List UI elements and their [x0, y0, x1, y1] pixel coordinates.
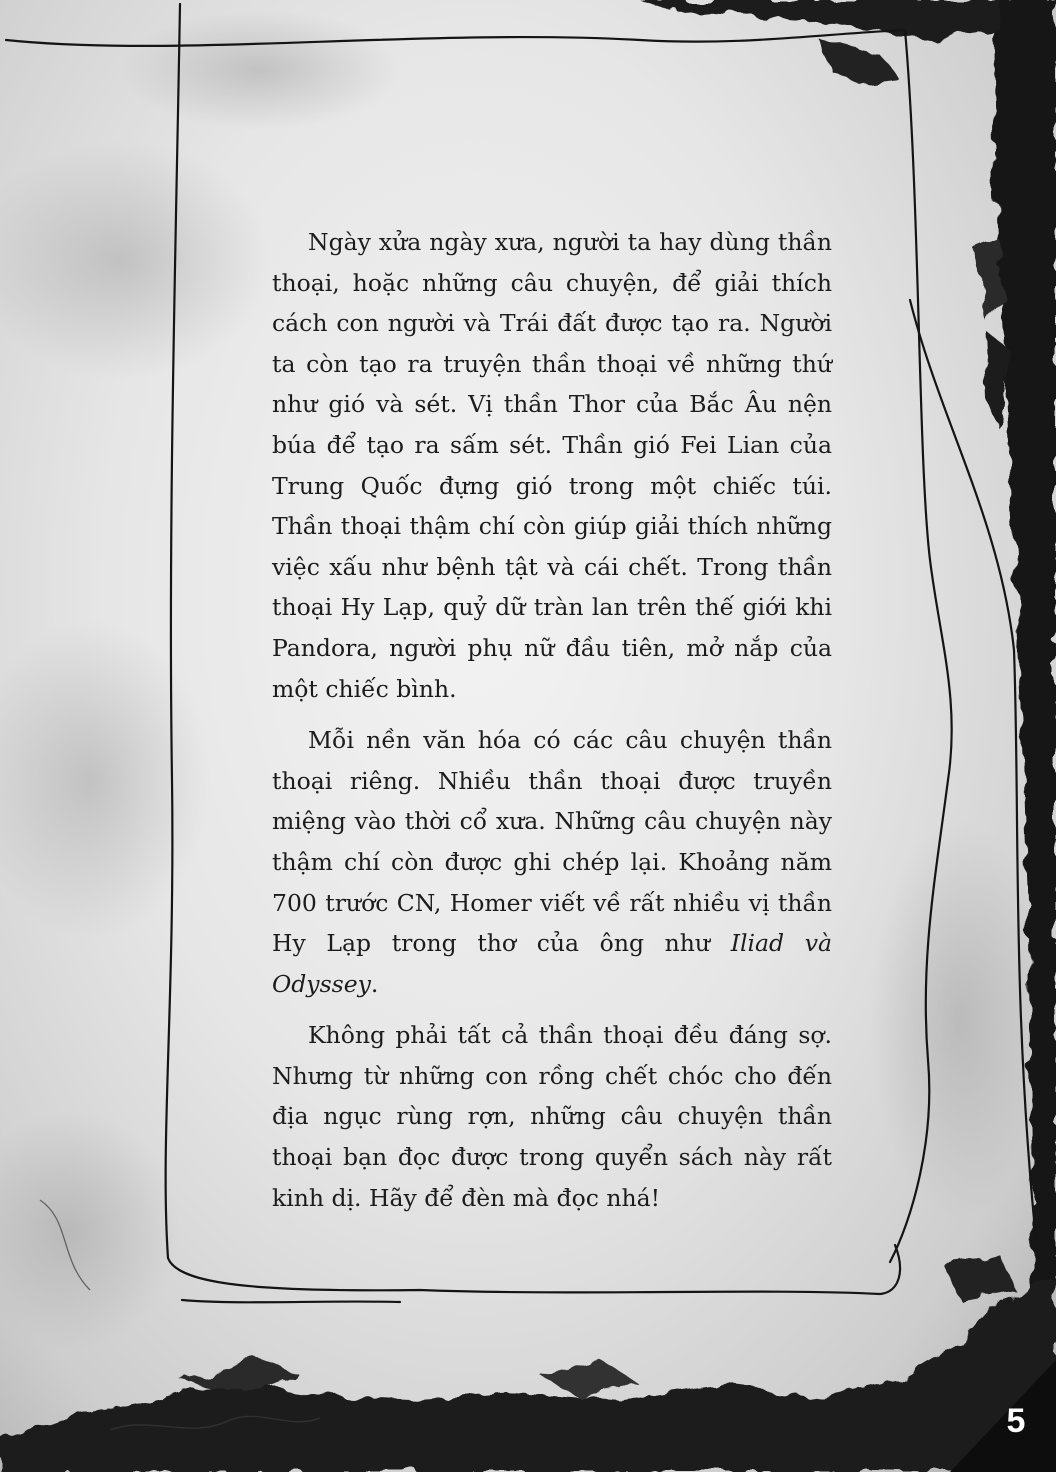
paragraph-2 — [272, 720, 832, 1004]
story-text — [272, 222, 832, 1229]
page-number: 5 — [1006, 1402, 1026, 1440]
paragraph-2-text: Mỗi nền văn hóa có các câu chuyện thần thoại riêng. Nhiều thần thoại được truyền miệng vào thời cổ xưa. Những câu chuyện này thậm chí còn được ghi chép lại. Khoảng năm 700 trước CN, Homer viết về rất nhiều vị thần Hy Lạp trong thơ của ông như — [272, 726, 832, 958]
paragraph-3: Không phải tất cả thần thoại đều đáng sợ. Nhưng từ những con rồng chết chóc cho đến địa ngục rùng rợn, những câu chuyện thần thoại bạn đọc được trong quyển sách này rất kinh dị. Hãy để đèn mà đọc nhá! — [272, 1021, 832, 1212]
paragraph-2-end: . — [370, 969, 379, 998]
paragraph-1: Ngày xửa ngày xưa, người ta hay dùng thần thoại, hoặc những câu chuyện, để giải thích cách con người và Trái đất được tạo ra. Người ta còn tạo ra truyện thần thoại về những thứ như gió và sét. Vị thần Thor của Bắc Âu nện búa để tạo ra sấm sét. Thần gió Fei Lian của Trung Quốc đựng gió trong một chiếc túi. Thần thoại thậm chí còn giúp giải thích những việc xấu như bệnh tật và cái chết. Trong thần thoại Hy Lạp, quỷ dữ tràn lan trên thế giới khi Pandora, người phụ nữ đầu tiên, mở nắp của một chiếc bình. — [272, 228, 832, 703]
paragraph-2-book-title: Iliad và Odyssey — [272, 929, 832, 998]
